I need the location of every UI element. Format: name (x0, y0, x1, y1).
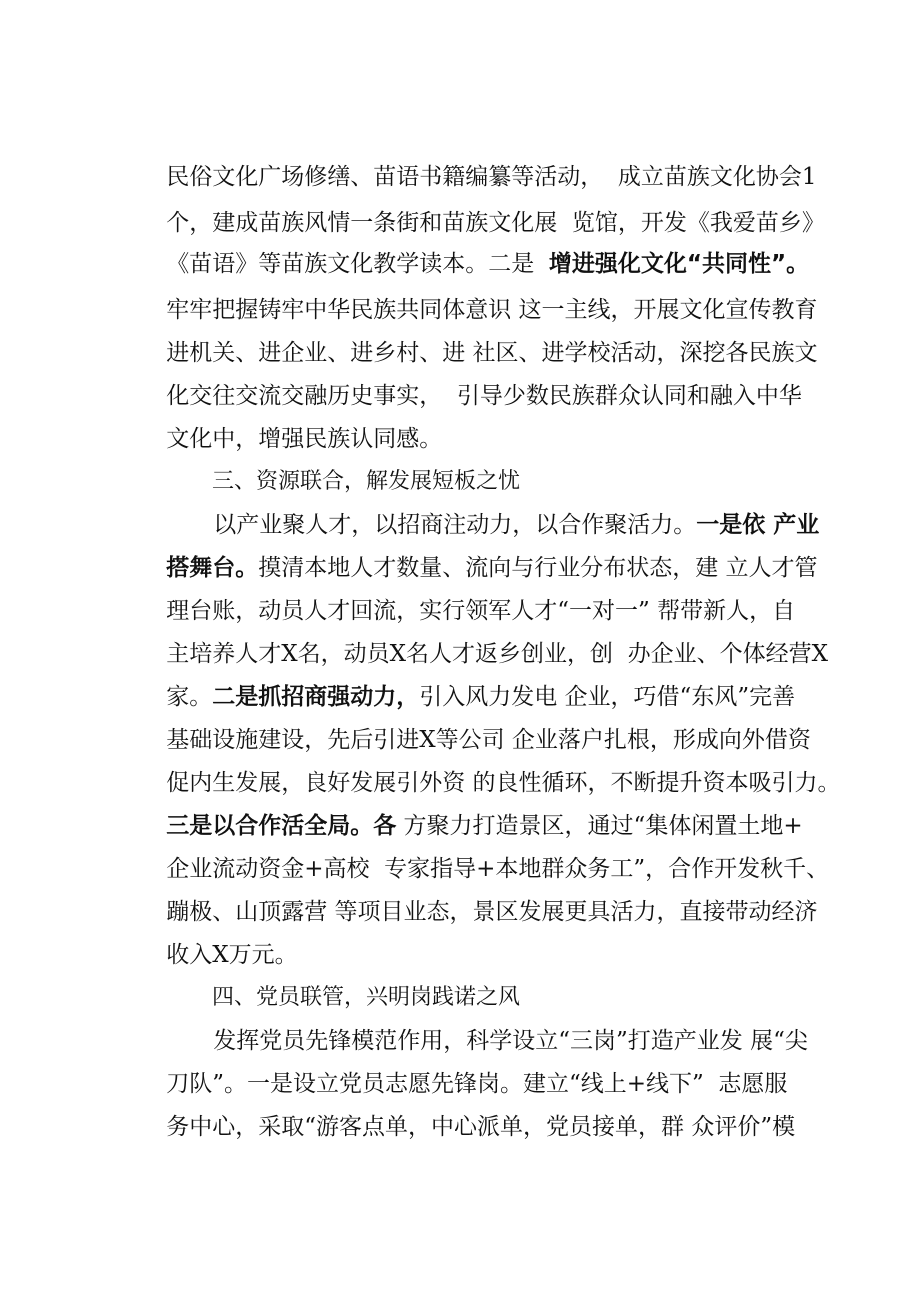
bold-text-run: 搭舞台。 (166, 555, 259, 581)
text-run: 牢牢把握铸牢中华民族共同体意识 这一主线，开展文化宣传教育 (166, 297, 818, 323)
section-heading-4 (184, 938, 797, 1010)
body-line (137, 336, 802, 409)
text-run: 企业流动资金+高校 专家指导+本地群众务工”，合作开发秋千、 (166, 856, 830, 882)
section-heading-3 (184, 422, 797, 494)
text-run: 以产业聚人才，以招商注动力，以合作聚活力。 (213, 512, 697, 538)
text-run: 蹦极、山顶露营 等项目业态，景区发展更具活力，直接带动经济 (166, 899, 818, 925)
text-run: 促内生发展，良好发展引外资 的良性循环，不断提升资本吸引力。 (166, 770, 841, 796)
text-run: 《苗语》等苗族文化教学读本。二是 (166, 251, 549, 277)
text-run: 方聚力打造景区，通过“集体闲置土地+ (396, 813, 803, 839)
body-line (137, 723, 841, 796)
body-line (137, 1067, 797, 1140)
text-run: 收入X万元。 (166, 942, 298, 968)
body-line (137, 895, 797, 968)
body-line (184, 465, 820, 538)
body-line (137, 766, 803, 839)
heading-text: 四、党员联管，兴明岗践诺之风 (211, 985, 520, 1010)
body-line (137, 594, 828, 667)
text-run: 刀队”。一是设立党员志愿先锋岗。建立“线上+线下” 志愿服 (166, 1071, 788, 1097)
text-run: 民俗文化广场修缮、苗语书籍编纂等活动， 成立苗族文化协会1 (166, 164, 817, 190)
heading-text: 三、资源联合，解发展短板之忧 (211, 469, 520, 494)
bold-text-run: 二是抓招商强动力， (212, 684, 420, 710)
text-run: 务中心，采取“游客点单，中心派单，党员接单，群 众评价”模 (166, 1114, 796, 1140)
body-line (137, 852, 818, 925)
body-line (137, 508, 818, 581)
text-run: 摸清本地人才数量、流向与行业分布状态，建 立人才管 (258, 555, 818, 581)
body-line (137, 293, 818, 366)
text-run: 引入风力发电 企业，巧借“东风”完善 (419, 684, 796, 710)
bold-text-run: 一是依 产业 (696, 512, 820, 538)
bold-text-run: 增进强化文化“共同性”。 (548, 251, 810, 277)
text-run: 主培养人才X名，动员X名人才返乡创业，创 办企业、个体经营X (166, 641, 828, 667)
text-run: 个，建成苗族风情一条街和苗族文化展 览馆，开发《我爱苗乡》 (166, 210, 825, 236)
body-line (137, 204, 810, 277)
body-line (137, 809, 830, 882)
body-line (137, 379, 797, 452)
text-run: 基础设施建设，先后引进X等公司 企业落户扎根，形成向外借资 (166, 727, 811, 753)
body-line (137, 551, 797, 624)
body-line (137, 680, 811, 753)
body-line (137, 250, 818, 323)
body-line (137, 163, 825, 236)
text-run: 化交往交流交融历史事实， 引导少数民族群众认同和融入中华 (166, 383, 802, 409)
body-line (137, 117, 817, 190)
bold-text-run: 三是以合作活全局。各 (166, 813, 397, 839)
text-run: 文化中，增强民族认同感。 (166, 426, 443, 452)
text-run: 发挥党员先锋模范作用，科学设立“三岗”打造产业发 展“尖 (213, 1028, 808, 1054)
body-line (184, 981, 808, 1054)
text-run: 家。 (166, 684, 213, 710)
text-run: 进机关、进企业、进乡村、进 社区、进学校活动，深挖各民族文 (166, 340, 818, 366)
body-line (137, 637, 797, 710)
text-run: 理台账，动员人才回流，实行领军人才“一对一” 帮带新人，自 (166, 598, 796, 624)
body-line (137, 1024, 797, 1097)
